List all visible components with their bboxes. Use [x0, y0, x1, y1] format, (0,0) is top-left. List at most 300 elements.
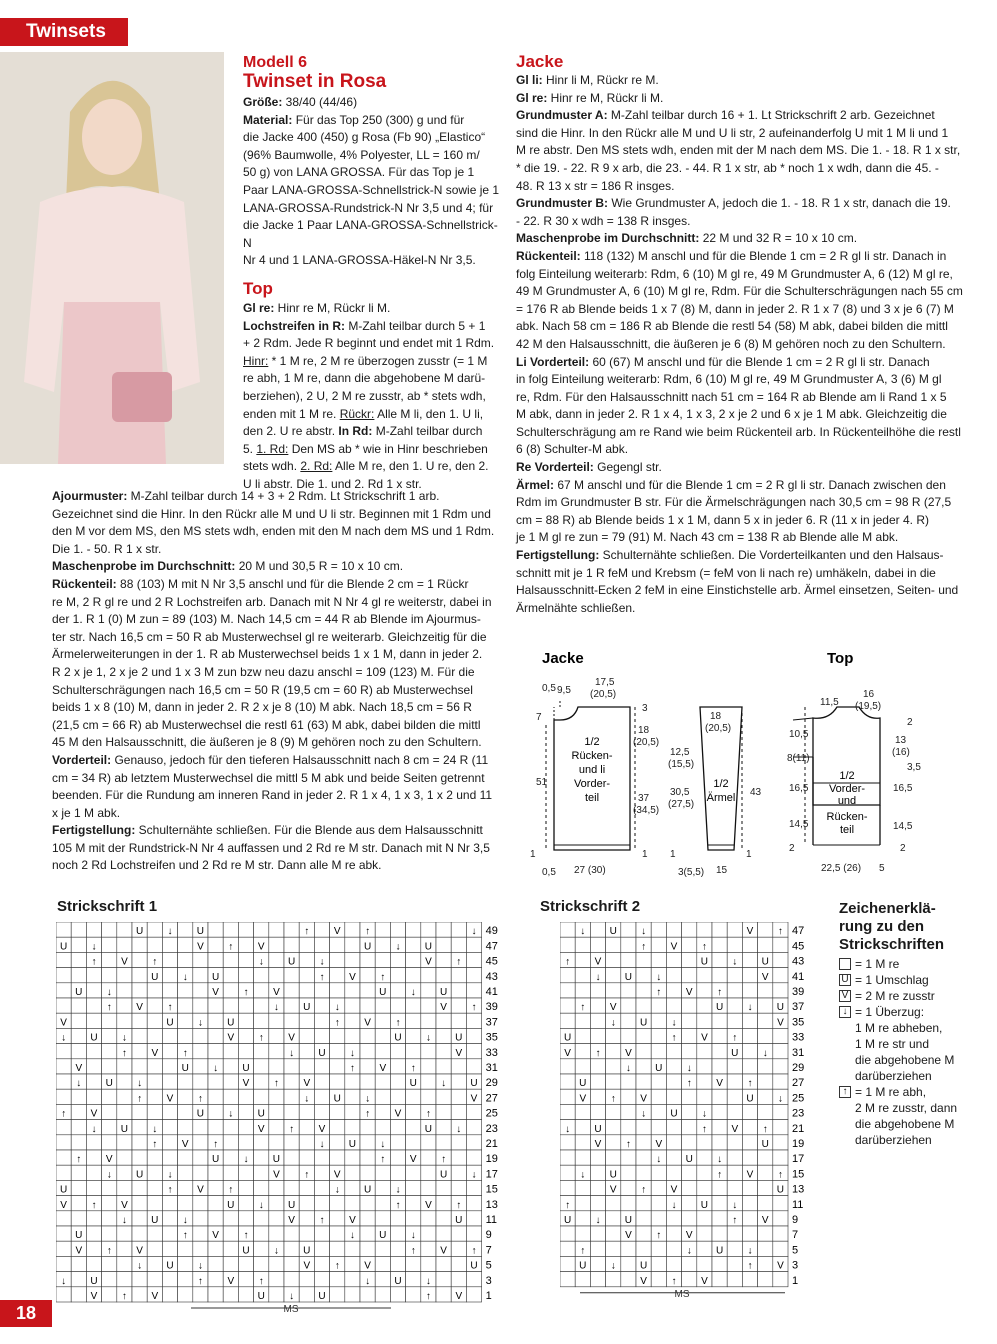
chart-cell — [712, 1059, 727, 1074]
chart-cell — [314, 922, 329, 937]
chart-cell — [102, 1059, 117, 1074]
chart-symbol: V — [212, 1230, 219, 1242]
chart-cell — [773, 952, 788, 967]
chart-cell — [56, 968, 71, 983]
chart-cell — [299, 1120, 314, 1135]
chart-cell — [132, 952, 147, 967]
text-run: 105 M mit der Rundstrick-N Nr 4 auffassen und 2 Rd re M str. Danach mit N Nr 3,5 — [52, 840, 490, 855]
chart-cell — [466, 937, 481, 952]
chart-cell — [117, 998, 132, 1013]
instruction-line — [52, 506, 502, 524]
chart-symbol: V — [640, 1275, 647, 1287]
chart-cell — [193, 1150, 208, 1165]
chart-cell — [147, 1028, 162, 1043]
text-run: folg Einteilung weiterarb: Rdm, 6 (10) M gl re, 49 M Grundmuster A, 6 (12) M gl re, — [516, 266, 953, 281]
schem-label: (20,5) — [705, 723, 732, 734]
chart-cell — [466, 1180, 481, 1195]
chart-cell — [651, 1013, 666, 1028]
chart-symbol: U — [287, 956, 296, 968]
chart-cell — [71, 1256, 86, 1271]
legend-item — [839, 1004, 989, 1084]
chart-cell — [330, 1272, 345, 1287]
chart-cell — [651, 1120, 666, 1135]
chart-cell — [697, 922, 712, 937]
chart-cell — [345, 1074, 360, 1089]
chart-cell — [773, 1241, 788, 1256]
schem-label: 13 — [895, 735, 907, 746]
chart-cell — [712, 1135, 727, 1150]
instruction-line — [243, 458, 503, 476]
chart-cell — [451, 1135, 466, 1150]
chart-cell — [360, 983, 375, 998]
chart-cell — [712, 922, 727, 937]
chart-cell — [345, 937, 360, 952]
chart-cell — [697, 1211, 712, 1226]
chart-cell — [375, 1165, 390, 1180]
chart-cell — [254, 1089, 269, 1104]
chart-cell — [269, 1028, 284, 1043]
chart-cell — [666, 1226, 681, 1241]
chart-cell — [590, 1165, 605, 1180]
chart-cell — [451, 1180, 466, 1195]
chart-cell — [712, 1226, 727, 1241]
chart-symbol: U — [761, 956, 769, 968]
chart-cell — [712, 1180, 727, 1195]
chart-cell — [590, 1104, 605, 1119]
chart-cell — [147, 937, 162, 952]
chart-symbol: ↑ — [410, 1245, 416, 1257]
chart-cell — [682, 1272, 697, 1287]
text-run: In Rd: — [338, 424, 373, 439]
chart-cell — [102, 1256, 117, 1271]
chart-cell — [390, 952, 405, 967]
chart-cell — [299, 1211, 314, 1226]
chart-symbol: ↓ — [197, 1017, 203, 1029]
row-number: 17 — [792, 1153, 805, 1166]
text-run: je 1 M gl re zun = 79 (91) M. Nach 43 cm = 138 R ab Blende alle M abk. — [516, 530, 899, 545]
chart-symbol: ↑ — [671, 1032, 677, 1044]
chart-cell — [102, 1135, 117, 1150]
instruction-line — [516, 107, 966, 125]
chart-cell — [178, 1272, 193, 1287]
chart-symbol: V — [136, 1245, 143, 1257]
chart-symbol: ↑ — [365, 926, 371, 938]
chart-cell — [162, 968, 177, 983]
chart-cell — [421, 1059, 436, 1074]
chart-cell — [56, 1059, 71, 1074]
chart-cell — [773, 1150, 788, 1165]
chart-cell — [375, 952, 390, 967]
chart-symbol: U — [563, 1215, 572, 1226]
chart-symbol: ↑ — [152, 956, 158, 968]
chart-symbol: ↑ — [425, 1291, 431, 1302]
chart-cell — [238, 1287, 253, 1302]
chart-cell — [773, 1074, 788, 1089]
chart-cell — [86, 1241, 101, 1256]
text-run: abk. Nach 58 cm = 186 R ab Blende die restl 54 (58) M abk, dabei bilden die mittl — [516, 319, 948, 334]
chart-cell — [727, 1180, 742, 1195]
chart-cell — [86, 1211, 101, 1226]
chart-symbol: V — [257, 941, 265, 953]
chart-cell — [375, 1272, 390, 1287]
chart-cell — [269, 1135, 284, 1150]
text-run: Den MS ab * wie in Hinr beschrieben — [288, 441, 488, 456]
chart-cell — [697, 1180, 712, 1195]
chart-symbol: ↓ — [61, 1032, 67, 1044]
text-run: Halsausschnitt-Ecken 2 feM in eine Einstichstelle arb. Ärmel einsetzen, Seiten- und — [516, 583, 959, 598]
chart-symbol: U — [363, 1184, 372, 1196]
chart-cell — [117, 922, 132, 937]
chart-cell — [560, 1104, 575, 1119]
chart-cell — [178, 1150, 193, 1165]
chart-cell — [697, 1074, 712, 1089]
chart-cell — [330, 1226, 345, 1241]
chart-cell — [697, 1013, 712, 1028]
chart-cell — [102, 937, 117, 952]
chart-cell — [162, 1226, 177, 1241]
schem-label: 1 — [746, 849, 752, 860]
chart-cell — [132, 1135, 147, 1150]
chart-cell — [451, 1165, 466, 1180]
chart-symbol: U — [105, 1078, 113, 1090]
chart-symbol: V — [564, 1047, 571, 1059]
legend-text: 2 M re zusstr, dann — [855, 1101, 958, 1115]
chart-symbol: U — [470, 1078, 478, 1090]
chart-cell — [773, 983, 788, 998]
chart-symbol: ↓ — [152, 1123, 158, 1135]
chart-cell — [360, 1044, 375, 1059]
chart-cell — [208, 1256, 223, 1271]
text-run: Hinr: — [243, 353, 269, 368]
chart-symbol: ↑ — [671, 1275, 677, 1287]
chart-symbol: V — [761, 1215, 769, 1226]
row-number: 3 — [792, 1259, 799, 1272]
chart-symbol: U — [609, 926, 617, 938]
chart-cell — [436, 1120, 451, 1135]
chart-cell — [375, 1211, 390, 1226]
chart-cell — [208, 1074, 223, 1089]
chart-cell — [575, 1135, 590, 1150]
chart-cell — [284, 998, 299, 1013]
chart-cell — [758, 1104, 773, 1119]
chart-cell — [421, 968, 436, 983]
chart-cell — [436, 1059, 451, 1074]
chart-symbol: ↑ — [580, 1002, 586, 1014]
chart-cell — [773, 1044, 788, 1059]
chart-cell — [132, 1272, 147, 1287]
chart-cell — [102, 1196, 117, 1211]
chart-cell — [56, 1256, 71, 1271]
chart-cell — [284, 1059, 299, 1074]
chart-cell — [269, 1226, 284, 1241]
chart-cell — [223, 983, 238, 998]
chart-symbol: ↑ — [243, 987, 249, 998]
chart-cell — [773, 1028, 788, 1043]
row-number: 35 — [792, 1016, 805, 1029]
instruction-line — [243, 370, 503, 388]
chart-cell — [575, 983, 590, 998]
chart-cell — [682, 1044, 697, 1059]
row-number: 27 — [792, 1077, 805, 1090]
legend-symbol-icon: U — [839, 974, 851, 986]
chart-symbol: ↓ — [365, 1275, 371, 1287]
chart-symbol: V — [90, 1108, 98, 1120]
chart-cell — [238, 922, 253, 937]
text-run: den 2. U re abstr. — [243, 424, 339, 439]
schem-label: 22,5 (26) — [821, 863, 862, 874]
chart-symbol: V — [440, 1002, 447, 1014]
chart-cell — [360, 1165, 375, 1180]
chart-cell — [636, 1074, 651, 1089]
chart-cell — [421, 1135, 436, 1150]
chart-cell — [147, 998, 162, 1013]
chart-symbol: U — [746, 1093, 754, 1105]
chart-symbol: U — [242, 1063, 250, 1074]
row-number: 39 — [485, 1001, 498, 1014]
chart-cell — [560, 998, 575, 1013]
chart-cell — [117, 1089, 132, 1104]
chart-symbol: V — [609, 1184, 617, 1196]
chart-cell — [436, 1028, 451, 1043]
chart-cell — [758, 1241, 773, 1256]
chart-symbol: U — [379, 1230, 387, 1242]
instruction-line — [52, 664, 502, 682]
chart-cell — [606, 937, 621, 952]
text-run: schnitt mit je 1 R feM und Krebsm (= feM von li nach re) umhäkeln, dabei in die — [516, 565, 936, 580]
chart-symbol: U — [227, 1017, 235, 1029]
chart-cell — [375, 1256, 390, 1271]
chart-cell — [71, 968, 86, 983]
chart-symbol: ↓ — [410, 987, 416, 998]
chart-cell — [758, 1150, 773, 1165]
ms-label: MS — [674, 1288, 690, 1298]
legend-text: die abgehobene M — [855, 1053, 955, 1067]
chart-symbol: V — [685, 987, 693, 998]
chart-cell — [147, 983, 162, 998]
chart-symbol: ↑ — [686, 1078, 692, 1090]
schem-label: 0,5 — [542, 683, 556, 694]
chart-symbol: ↑ — [656, 1230, 662, 1242]
chart-cell — [208, 952, 223, 967]
text-run: x je 1 M abk. — [52, 805, 121, 820]
chart-cell — [651, 1196, 666, 1211]
chart-symbol: U — [579, 1078, 587, 1090]
chart-cell — [162, 1120, 177, 1135]
chart-cell — [117, 1241, 132, 1256]
chart-cell — [421, 922, 436, 937]
legend-items — [839, 956, 989, 1148]
chart-cell — [560, 1241, 575, 1256]
chart-cell — [451, 922, 466, 937]
chart-cell — [162, 1074, 177, 1089]
chart-symbol: ↓ — [717, 1154, 723, 1166]
chart-symbol: ↓ — [425, 1275, 431, 1287]
schem-label: (34,5) — [633, 805, 660, 816]
row-number: 31 — [792, 1046, 805, 1059]
chart-symbol: ↑ — [182, 1230, 188, 1242]
chart-cell — [742, 1196, 757, 1211]
text-run: * die 19. - 22. R 9 x arb, die 23. - 44. R 1 x str, ab * noch 1 x wdh, dann die 45. - — [516, 160, 939, 175]
chart-symbol: ↓ — [61, 1275, 67, 1287]
chart-symbol: U — [624, 1215, 633, 1226]
chart-cell — [102, 1104, 117, 1119]
text-run: Rdm im Grundmuster B str. Für die Ärmelschrägungen nach 30,5 cm = 98 R (27,5 — [516, 495, 952, 510]
chart-cell — [421, 1256, 436, 1271]
row-number: 41 — [792, 970, 805, 983]
chart-symbol: ↓ — [625, 1063, 631, 1074]
chart-symbol: ↑ — [641, 1184, 647, 1196]
chart-cell — [560, 1226, 575, 1241]
chart-symbol: ↑ — [137, 1093, 143, 1105]
chart-cell — [682, 1028, 697, 1043]
text-run: den M vor dem MS, den MS stets wdh, enden mit den M nach dem MS und 1 Rdm. — [52, 524, 495, 539]
text-run: Grundmuster B: — [516, 196, 609, 211]
chart-symbol: ↓ — [137, 1078, 143, 1090]
chart-cell — [284, 1013, 299, 1028]
chart-cell — [162, 983, 177, 998]
row-number: 23 — [485, 1122, 498, 1135]
chart-cell — [178, 1104, 193, 1119]
instruction-line — [516, 213, 966, 231]
chart-symbol: V — [777, 1017, 784, 1029]
model-label: Modell 6 — [243, 54, 308, 71]
chart-symbol: V — [151, 1291, 159, 1302]
chart-symbol: U — [75, 987, 83, 998]
schem-label: 11,5 — [820, 697, 839, 708]
chart-cell — [178, 1120, 193, 1135]
row-number: 3 — [485, 1274, 492, 1287]
knitting-chart-1 — [56, 922, 536, 1314]
chart-cell — [314, 937, 329, 952]
chart-cell — [727, 922, 742, 937]
instruction-line — [516, 600, 966, 618]
chart-cell — [330, 1028, 345, 1043]
chart-cell — [390, 1089, 405, 1104]
instruction-line — [516, 371, 966, 389]
chart-cell — [590, 1059, 605, 1074]
row-number: 49 — [485, 925, 498, 938]
chart-cell — [773, 1104, 788, 1119]
chart-cell — [560, 1256, 575, 1271]
chart-symbol: ↓ — [380, 1139, 386, 1150]
instruction-line — [52, 594, 502, 612]
text-run: 22 M und 32 R = 10 x 10 cm. — [699, 231, 858, 246]
schem-label: 15 — [716, 865, 728, 876]
text-run: Fertigstellung: — [516, 548, 600, 563]
chart-symbol: ↑ — [289, 1123, 295, 1135]
chart-cell — [560, 1180, 575, 1195]
chart-symbol: U — [196, 1108, 205, 1120]
legend-text: 1 M re abheben, — [855, 1021, 943, 1035]
chart-cell — [86, 1165, 101, 1180]
chart-cell — [117, 1074, 132, 1089]
text-run: Maschenprobe im Durchschnitt: — [52, 559, 236, 574]
schem-body: Rücken- — [571, 750, 613, 762]
chart-cell — [330, 1120, 345, 1135]
chart-symbol: ↑ — [395, 1017, 401, 1029]
text-run: 45 M den Halsausschnitt, die äußeren je 8 (9) M gehören noch zu den Schultern. — [52, 735, 482, 750]
chart-cell — [651, 1256, 666, 1271]
row-number: 47 — [485, 940, 498, 953]
chart-symbol: V — [440, 1245, 447, 1257]
chart-cell — [651, 952, 666, 967]
chart-cell — [71, 1089, 86, 1104]
chart-cell — [360, 1211, 375, 1226]
chart-cell — [178, 1241, 193, 1256]
chart-cell — [223, 1135, 238, 1150]
chart-cell — [178, 1013, 193, 1028]
text-run: 48. R 13 x str = 186 R insges. — [516, 178, 675, 193]
chart-cell — [636, 1135, 651, 1150]
chart-symbol: ↓ — [410, 1230, 416, 1242]
chart-cell — [178, 983, 193, 998]
chart-cell — [590, 1196, 605, 1211]
chart-cell — [621, 1089, 636, 1104]
row-number: 33 — [792, 1031, 805, 1044]
chart-cell — [697, 998, 712, 1013]
chart-cell — [421, 1211, 436, 1226]
chart-symbol: ↓ — [441, 1078, 447, 1090]
text-run: 42 M den Halsausschnitt, die äußeren je 6 (8) M gehören noch zu den Schultern. — [516, 336, 946, 351]
chart-cell — [712, 1256, 727, 1271]
chart-cell — [162, 952, 177, 967]
chart-symbol: U — [655, 1063, 663, 1074]
chart-cell — [727, 1074, 742, 1089]
chart-cell — [254, 968, 269, 983]
chart-cell — [621, 998, 636, 1013]
chart-cell — [666, 1135, 681, 1150]
chart-cell — [390, 1211, 405, 1226]
row-number: 7 — [792, 1229, 799, 1242]
chart-cell — [102, 1044, 117, 1059]
chart-cell — [606, 1074, 621, 1089]
section-tab: Twinsets — [0, 18, 128, 46]
chart-cell — [606, 1028, 621, 1043]
chart-cell — [178, 922, 193, 937]
chart-cell — [682, 952, 697, 967]
chart-cell — [436, 922, 451, 937]
size-line — [243, 94, 503, 112]
chart-cell — [666, 922, 681, 937]
chart-cell — [162, 1287, 177, 1302]
chart-symbol: ↑ — [365, 1108, 371, 1120]
instruction-line — [52, 646, 502, 664]
chart-cell — [269, 937, 284, 952]
chart-cell — [436, 1104, 451, 1119]
chart-symbol: V — [455, 1047, 463, 1059]
chart-cell — [178, 1256, 193, 1271]
chart-symbol: V — [701, 1032, 708, 1044]
chart-cell — [147, 1241, 162, 1256]
row-number: 45 — [792, 940, 805, 953]
chart-cell — [162, 1272, 177, 1287]
chart-symbol: V — [625, 1230, 632, 1242]
chart-cell — [299, 968, 314, 983]
chart-symbol: U — [90, 1032, 98, 1044]
chart-cell — [345, 1256, 360, 1271]
chart-cell — [254, 1241, 269, 1256]
chart-symbol: ↓ — [213, 1063, 219, 1074]
chart-cell — [727, 1165, 742, 1180]
chart-symbol: ↑ — [471, 1002, 477, 1014]
chart-cell — [314, 1241, 329, 1256]
chart-cell — [436, 1044, 451, 1059]
schem-label: 16,5 — [893, 783, 913, 794]
text-run: re abh, 1 M re, dann die abgehobene M darü- — [243, 371, 486, 386]
chart-cell — [193, 1241, 208, 1256]
chart-symbol: V — [670, 941, 678, 953]
chart-cell — [314, 998, 329, 1013]
